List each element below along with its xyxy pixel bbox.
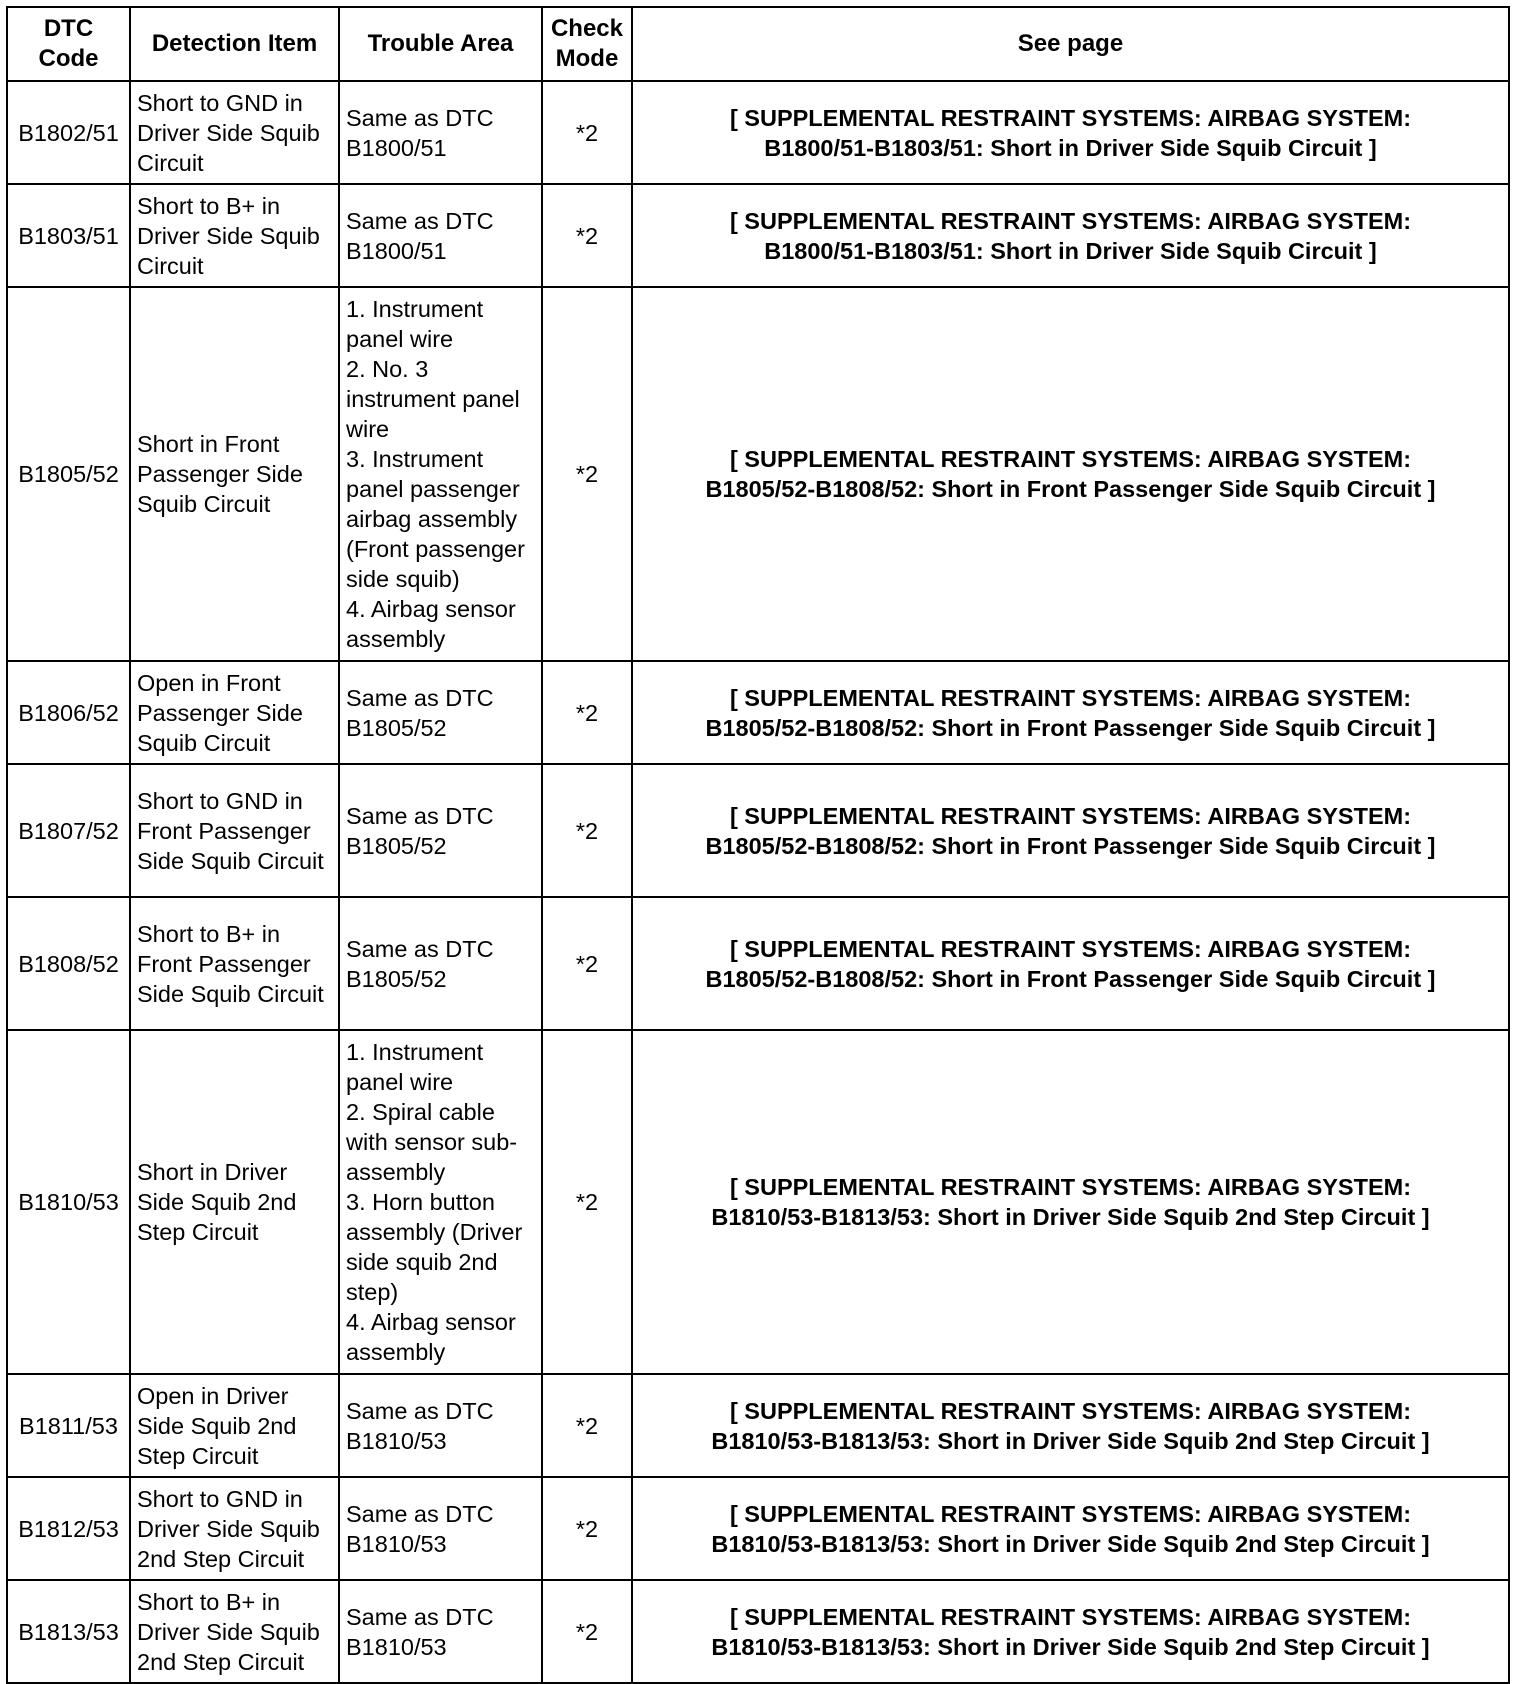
detection-item-cell: Open in Front Passenger Side Squib Circuit xyxy=(130,661,339,764)
header-check-mode: Check Mode xyxy=(542,7,632,81)
see-page-link-line-2[interactable]: B1800/51-B1803/51: Short in Driver Side Squib Circuit ] xyxy=(764,134,1377,161)
see-page-cell xyxy=(632,1374,1509,1477)
check-mode-cell: *2 xyxy=(542,661,632,764)
see-page-link-line-2[interactable]: B1805/52-B1808/52: Short in Front Passenger Side Squib Circuit ] xyxy=(705,714,1436,741)
header-row xyxy=(7,7,1509,81)
see-page-link-line-1[interactable]: [ SUPPLEMENTAL RESTRAINT SYSTEMS: AIRBAG SYSTEM: xyxy=(729,1500,1412,1527)
trouble-area-cell: Same as DTC B1810/53 xyxy=(339,1477,542,1580)
table-row xyxy=(7,661,1509,764)
see-page-link-line-2[interactable]: B1810/53-B1813/53: Short in Driver Side Squib 2nd Step Circuit ] xyxy=(711,1530,1430,1557)
header-see-page: See page xyxy=(632,7,1509,81)
see-page-link-line-2[interactable]: B1805/52-B1808/52: Short in Front Passenger Side Squib Circuit ] xyxy=(705,832,1436,859)
detection-item-cell: Short to GND in Driver Side Squib 2nd Step Circuit xyxy=(130,1477,339,1580)
table-row xyxy=(7,1374,1509,1477)
see-page-cell xyxy=(632,764,1509,897)
trouble-area-cell: Same as DTC B1800/51 xyxy=(339,184,542,287)
dtc-table xyxy=(6,6,1510,1684)
detection-item-cell: Short to B+ in Front Passenger Side Squib Circuit xyxy=(130,897,339,1030)
see-page-link-line-1[interactable]: [ SUPPLEMENTAL RESTRAINT SYSTEMS: AIRBAG SYSTEM: xyxy=(729,1603,1412,1630)
table-row xyxy=(7,184,1509,287)
dtc-code-cell: B1802/51 xyxy=(7,81,130,184)
table-row xyxy=(7,1477,1509,1580)
see-page-link-line-2[interactable]: B1800/51-B1803/51: Short in Driver Side Squib Circuit ] xyxy=(764,237,1377,264)
check-mode-cell: *2 xyxy=(542,764,632,897)
dtc-code-cell: B1810/53 xyxy=(7,1030,130,1374)
detection-item-cell: Short to GND in Driver Side Squib Circuit xyxy=(130,81,339,184)
see-page-cell xyxy=(632,1477,1509,1580)
see-page-link-line-2[interactable]: B1810/53-B1813/53: Short in Driver Side Squib 2nd Step Circuit ] xyxy=(711,1427,1430,1454)
detection-item-cell: Open in Driver Side Squib 2nd Step Circuit xyxy=(130,1374,339,1477)
see-page-link-line-2[interactable]: B1810/53-B1813/53: Short in Driver Side Squib 2nd Step Circuit ] xyxy=(711,1204,1430,1230)
trouble-area-cell: Same as DTC B1810/53 xyxy=(339,1374,542,1477)
table-row xyxy=(7,287,1509,661)
table-row xyxy=(7,81,1509,184)
trouble-area-cell: 1. Instrument panel wire 2. No. 3 instrument panel wire 3. Instrument panel passenger airbag assembly (Front passenger side squib) 4. Airbag sensor assembly xyxy=(339,287,542,661)
check-mode-cell: *2 xyxy=(542,184,632,287)
check-mode-cell: *2 xyxy=(542,1030,632,1374)
dtc-code-cell: B1805/52 xyxy=(7,287,130,661)
header-trouble-area: Trouble Area xyxy=(339,7,542,81)
see-page-cell xyxy=(632,184,1509,287)
detection-item-cell: Short in Front Passenger Side Squib Circuit xyxy=(130,287,339,661)
header-dtc-code: DTC Code xyxy=(7,7,130,81)
dtc-code-cell: B1811/53 xyxy=(7,1374,130,1477)
detection-item-cell: Short in Driver Side Squib 2nd Step Circuit xyxy=(130,1030,339,1374)
see-page-link-line-2[interactable]: B1810/53-B1813/53: Short in Driver Side Squib 2nd Step Circuit ] xyxy=(711,1633,1430,1660)
trouble-area-cell: Same as DTC B1805/52 xyxy=(339,661,542,764)
dtc-code-cell: B1803/51 xyxy=(7,184,130,287)
see-page-cell xyxy=(632,661,1509,764)
see-page-cell xyxy=(632,1580,1509,1683)
see-page-cell xyxy=(632,287,1509,661)
dtc-code-cell: B1807/52 xyxy=(7,764,130,897)
detection-item-cell: Short to B+ in Driver Side Squib Circuit xyxy=(130,184,339,287)
check-mode-cell: *2 xyxy=(542,1477,632,1580)
check-mode-cell: *2 xyxy=(542,897,632,1030)
check-mode-cell: *2 xyxy=(542,287,632,661)
see-page-link-line-1[interactable]: [ SUPPLEMENTAL RESTRAINT SYSTEMS: AIRBAG SYSTEM: xyxy=(729,935,1412,962)
table-row xyxy=(7,764,1509,897)
see-page-link-line-1[interactable]: [ SUPPLEMENTAL RESTRAINT SYSTEMS: AIRBAG SYSTEM: xyxy=(729,1397,1412,1424)
detection-item-cell: Short to GND in Front Passenger Side Squib Circuit xyxy=(130,764,339,897)
check-mode-cell: *2 xyxy=(542,1374,632,1477)
dtc-code-cell: B1806/52 xyxy=(7,661,130,764)
see-page-link-line-2[interactable]: B1805/52-B1808/52: Short in Front Passenger Side Squib Circuit ] xyxy=(705,965,1436,992)
see-page-cell xyxy=(632,1030,1509,1374)
see-page-link-line-1[interactable]: [ SUPPLEMENTAL RESTRAINT SYSTEMS: AIRBAG SYSTEM: xyxy=(729,104,1412,131)
see-page-link-line-1[interactable]: [ SUPPLEMENTAL RESTRAINT SYSTEMS: AIRBAG SYSTEM: xyxy=(729,207,1412,234)
see-page-link-line-1[interactable]: [ SUPPLEMENTAL RESTRAINT SYSTEMS: AIRBAG SYSTEM: xyxy=(729,446,1412,472)
trouble-area-cell: Same as DTC B1805/52 xyxy=(339,897,542,1030)
table-row xyxy=(7,1030,1509,1374)
see-page-link-line-1[interactable]: [ SUPPLEMENTAL RESTRAINT SYSTEMS: AIRBAG SYSTEM: xyxy=(729,1174,1412,1200)
see-page-cell xyxy=(632,81,1509,184)
dtc-code-cell: B1813/53 xyxy=(7,1580,130,1683)
see-page-link-line-2[interactable]: B1805/52-B1808/52: Short in Front Passenger Side Squib Circuit ] xyxy=(705,476,1436,502)
trouble-area-cell: Same as DTC B1805/52 xyxy=(339,764,542,897)
header-detection-item: Detection Item xyxy=(130,7,339,81)
check-mode-cell: *2 xyxy=(542,1580,632,1683)
see-page-link-line-1[interactable]: [ SUPPLEMENTAL RESTRAINT SYSTEMS: AIRBAG SYSTEM: xyxy=(729,802,1412,829)
see-page-link-line-1[interactable]: [ SUPPLEMENTAL RESTRAINT SYSTEMS: AIRBAG SYSTEM: xyxy=(729,684,1412,711)
trouble-area-cell: Same as DTC B1810/53 xyxy=(339,1580,542,1683)
dtc-code-cell: B1812/53 xyxy=(7,1477,130,1580)
detection-item-cell: Short to B+ in Driver Side Squib 2nd Step Circuit xyxy=(130,1580,339,1683)
table-row xyxy=(7,1580,1509,1683)
table-row xyxy=(7,897,1509,1030)
check-mode-cell: *2 xyxy=(542,81,632,184)
trouble-area-cell: Same as DTC B1800/51 xyxy=(339,81,542,184)
see-page-cell xyxy=(632,897,1509,1030)
trouble-area-cell: 1. Instrument panel wire 2. Spiral cable with sensor sub-assembly 3. Horn button assembly (Driver side squib 2nd step) 4. Airbag sensor assembly xyxy=(339,1030,542,1374)
dtc-code-cell: B1808/52 xyxy=(7,897,130,1030)
